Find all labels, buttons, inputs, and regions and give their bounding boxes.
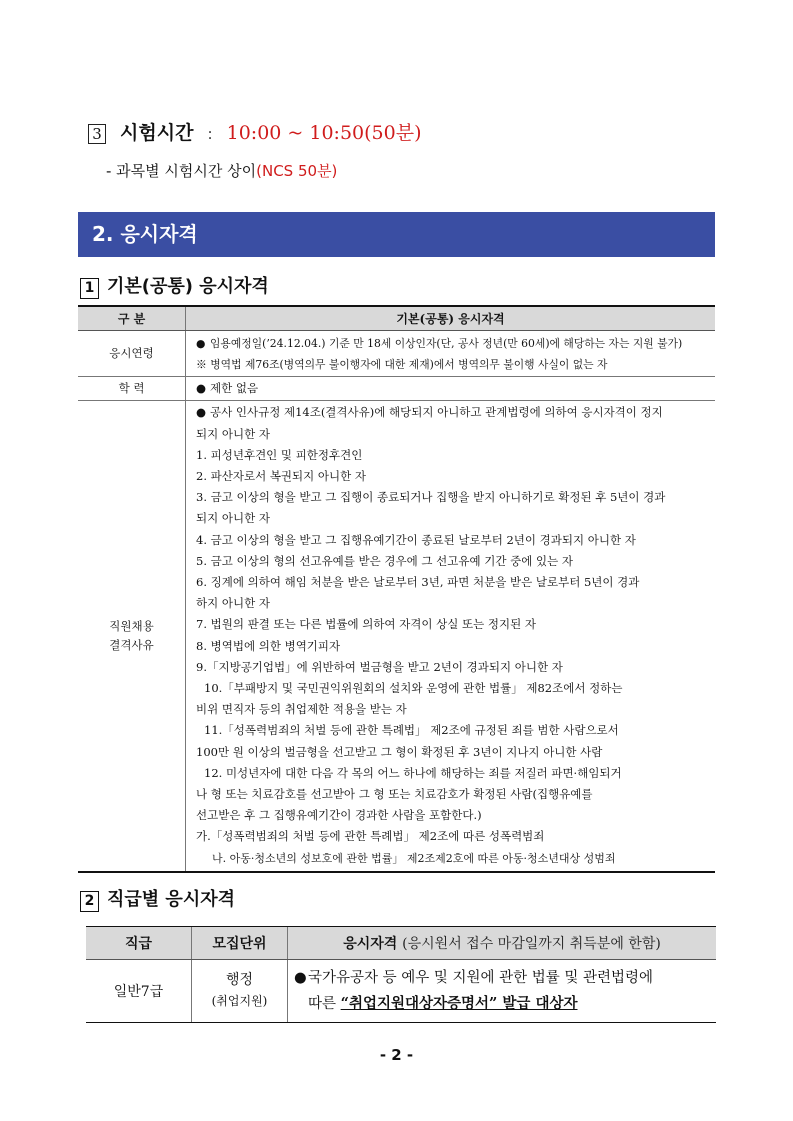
qualification-line-1: [294, 966, 715, 991]
column-header-unit: 모집단위: [192, 927, 288, 960]
age-line-2: ※ 병역법 제76조(병역의무 불이행자에 대한 제재)에서 병역의무 불이행 사실이 없는 자: [196, 358, 608, 372]
basic-qualification-title: 기본(공통) 응시자격: [107, 276, 269, 297]
qualification-header-note: (응시원서 접수 마감일까지 취득분에 한함): [402, 936, 661, 952]
dq-line: 7. 법원의 판결 또는 다른 법률에 의하여 자격이 상실 또는 정지된 자: [196, 617, 537, 632]
column-header-qualification: 기본(공통) 응시자격: [186, 306, 716, 331]
basic-qualification-table: [78, 305, 715, 873]
table-header-row: [86, 927, 716, 960]
age-line-1-text: 임용예정일(’24.12.04.) 기준 만 18세 이상인자(단, 공사 정년(만 60세)에 해당하는 자는 지원 불가): [210, 337, 683, 350]
qualification-line-1-text: 국가유공자 등 예우 및 지원에 관한 법률 및 관련법령에: [308, 969, 654, 986]
column-header-grade: 직급: [86, 927, 192, 960]
dq-line: [186, 402, 715, 423]
dq-line: 비위 면직자 등의 취업제한 적용을 받는 자: [196, 702, 407, 717]
dq-line: 3. 금고 이상의 형을 받고 그 집행이 종료되거나 집행을 받지 아니하기로 확정된 후 5년이 경과: [196, 490, 666, 505]
education-label: 학 력: [78, 377, 186, 401]
dq-line: 되지 아니한 자: [196, 426, 270, 441]
subsection-number-box: 1: [80, 278, 99, 299]
disqualification-label-2: 결격사유: [109, 638, 154, 653]
age-line-1: [186, 333, 715, 354]
bullet-icon: ●: [196, 405, 207, 420]
grade-qualification-table: [86, 926, 716, 1023]
dq-line: 4. 금고 이상의 형을 받고 그 집행유예기간이 종료된 날로부터 2년이 경과되지 아니한 자: [196, 532, 636, 547]
column-header-category: 구 분: [78, 306, 186, 331]
disqualification-cell: [186, 401, 716, 872]
basic-qualification-heading: [80, 272, 269, 299]
age-cell: [186, 331, 716, 377]
qualification-cell: [288, 960, 717, 1023]
exam-time-note: [106, 160, 337, 181]
table-row-education: [78, 377, 715, 401]
exam-time-heading: [88, 118, 422, 145]
dq-line: 12. 미성년자에 대한 다음 각 목의 어느 하나에 해당하는 죄를 저질러 파면·해임되거: [204, 765, 622, 780]
certificate-name: “취업지원대상자증명서” 발급 대상자: [340, 994, 578, 1012]
unit-cell: [192, 960, 288, 1023]
subsection-number-box: 2: [80, 891, 99, 912]
dq-line: 8. 병역법에 의한 병역기피자: [196, 638, 341, 653]
disqualification-label: [78, 401, 186, 872]
dq-line: 되지 아니한 자: [196, 511, 270, 526]
dq-line: 나 형 또는 치료감호를 선고받아 그 형 또는 치료감호가 확정된 사람(집행유예를: [196, 787, 593, 802]
exam-time-title: 시험시간: [120, 122, 194, 144]
grade-cell: 일반7급: [86, 960, 192, 1023]
dq-line: 100만 원 이상의 벌금형을 선고받고 그 형이 확정된 후 3년이 지나지 아니한 사람: [196, 744, 603, 759]
unit-note: (취업지원): [211, 994, 268, 1008]
education-line: [186, 378, 715, 399]
dq-line: 선고받은 후 그 집행유예기간이 경과한 사람을 포함한다.): [196, 808, 482, 823]
dq-line: 가.「성폭력범죄의 처벌 등에 관한 특례법」 제2조에 따른 성폭력범죄: [196, 829, 545, 844]
dq-line: 하지 아니한 자: [196, 596, 270, 611]
grade-qualification-title: 직급별 응시자격: [107, 889, 235, 910]
education-text: 제한 없음: [210, 381, 259, 396]
exam-time-colon: :: [207, 125, 213, 143]
education-cell: [186, 377, 716, 401]
page-number: - 2 -: [379, 1046, 414, 1064]
dq-line: 10.「부패방지 및 국민권익위원회의 설치와 운영에 관한 법률」 제82조에서 정하는: [204, 681, 623, 696]
qualification-line-2: [294, 991, 715, 1017]
table-row-age: [78, 331, 715, 377]
dq-line-text: 공사 인사규정 제14조(결격사유)에 해당되지 아니하고 관계법령에 의하여 응시자격이 정지: [210, 405, 663, 420]
table-row-disqualification: [78, 401, 715, 872]
exam-time-note-red: (NCS 50분): [256, 162, 338, 180]
section-banner: 2. 응시자격: [78, 212, 715, 257]
dq-line: 11.「성폭력범죄의 처벌 등에 관한 특례법」 제2조에 규정된 죄를 범한 사람으로서: [204, 723, 619, 738]
bullet-icon: ●: [196, 337, 206, 350]
qualification-line-2-prefix: 따른: [308, 995, 337, 1012]
dq-line: 나. 아동·청소년의 성보호에 관한 법률」 제2조제2호에 따른 아동·청소년대상 성범죄: [212, 851, 616, 865]
bullet-icon: ●: [196, 381, 207, 396]
dq-line: 2. 파산자로서 복권되지 아니한 자: [196, 469, 367, 484]
dq-line: 6. 징계에 의하여 해임 처분을 받은 날로부터 3년, 파면 처분을 받은 날로부터 5년이 경과: [196, 575, 640, 590]
column-header-qualification: [288, 927, 717, 960]
bullet-icon: ●: [294, 969, 307, 986]
dq-line: 5. 금고 이상의 형의 선고유예를 받은 경우에 그 선고유예 기간 중에 있는 자: [196, 553, 573, 568]
dq-line: 1. 피성년후견인 및 피한정후견인: [196, 447, 363, 462]
exam-time-value: 10:00 ~ 10:50(50분): [226, 122, 422, 144]
dq-line: 9.「지방공기업법」에 위반하여 벌금형을 받고 2년이 경과되지 아니한 자: [196, 659, 563, 674]
disqualification-label-1: 직원채용: [109, 619, 154, 634]
age-label: 응시연령: [78, 331, 186, 377]
section-number-box: 3: [88, 124, 106, 144]
qualification-header-bold: 응시자격: [343, 936, 398, 952]
table-row: [86, 960, 716, 1023]
table-header-row: [78, 306, 715, 331]
unit-name: 행정: [225, 972, 254, 988]
exam-time-note-text: - 과목별 시험시간 상이: [106, 162, 257, 180]
grade-qualification-heading: [80, 885, 235, 912]
